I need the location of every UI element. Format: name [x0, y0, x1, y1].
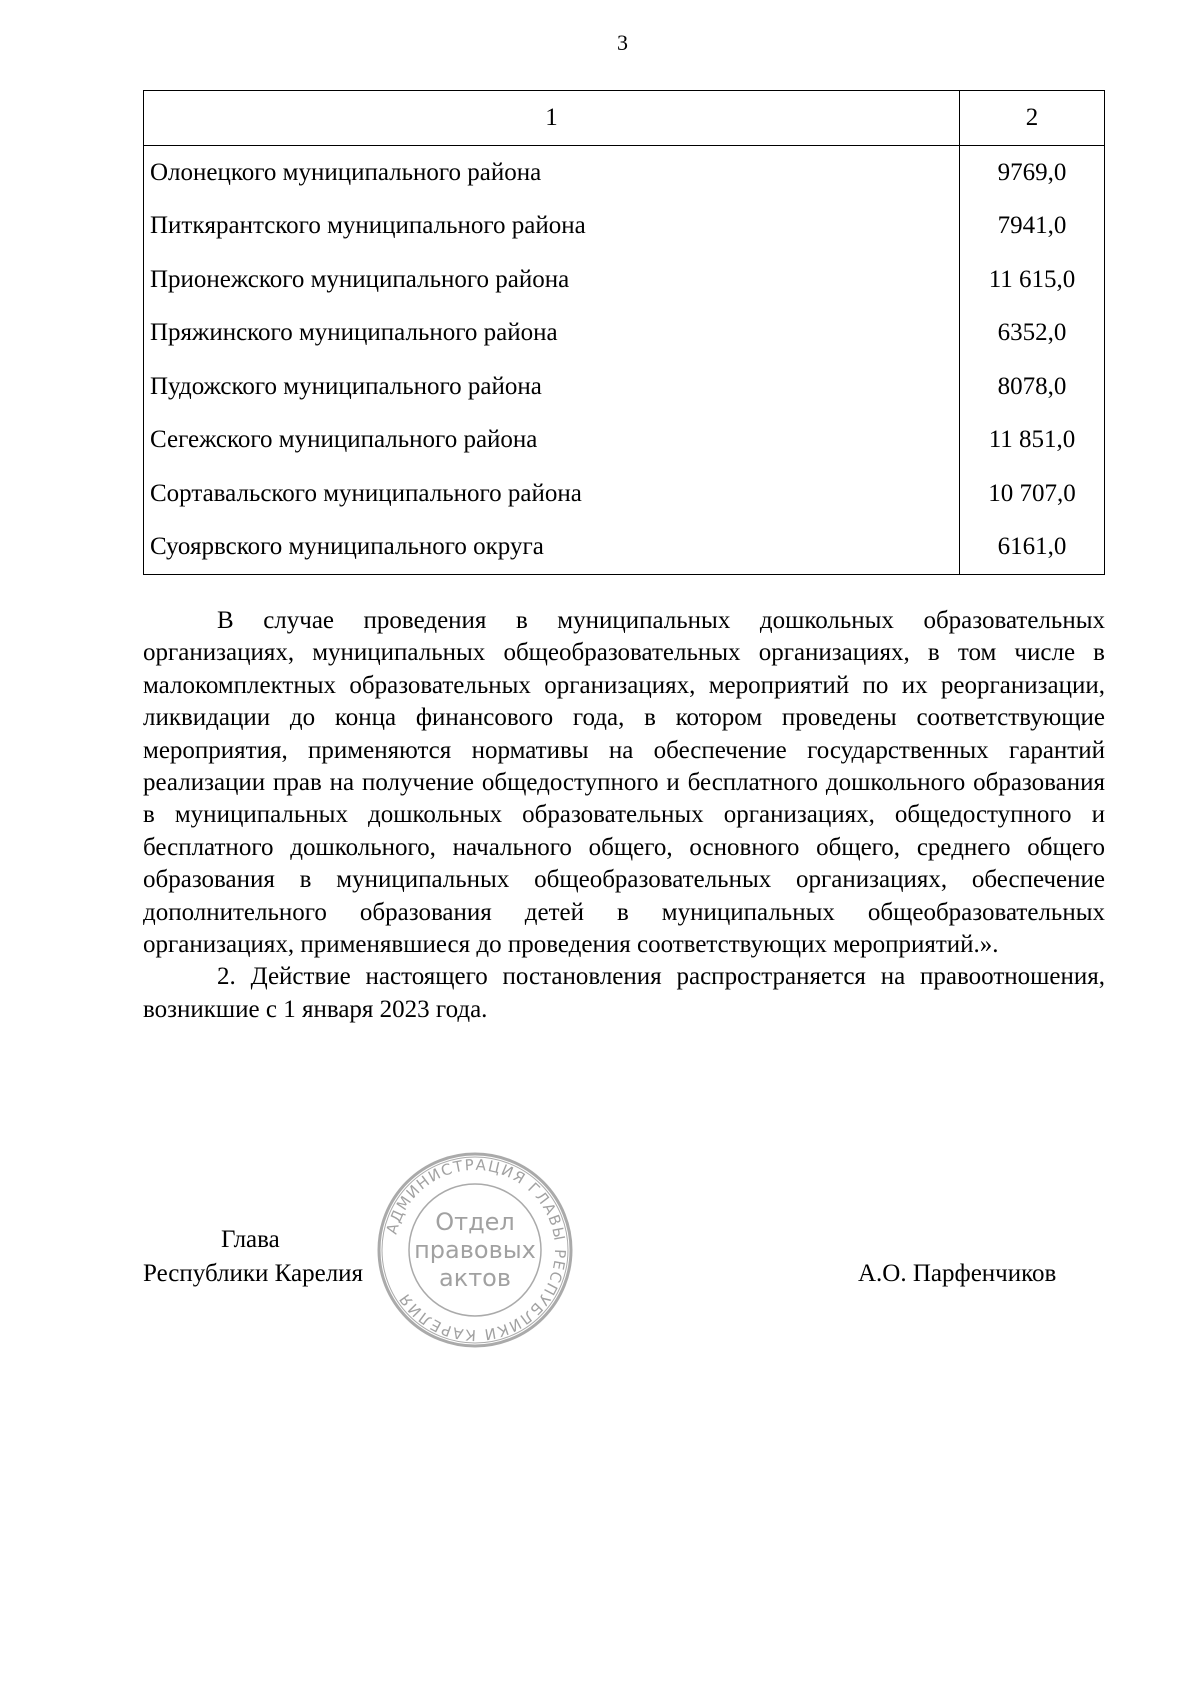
table-row — [144, 146, 1105, 200]
column-header-1: 1 — [144, 91, 960, 146]
table-row — [144, 414, 1105, 468]
paragraph-effective-date: 2. Действие настоящего постановления распространяется на правоотношения, возникшие с 1 января 2023 года. — [143, 963, 1105, 1023]
district-value: 7941,0 — [960, 200, 1105, 254]
district-value: 6161,0 — [960, 521, 1105, 575]
district-name: Пудожского муниципального района — [144, 360, 960, 414]
stamp-center-line3: актов — [438, 1264, 512, 1292]
table-row — [144, 253, 1105, 307]
district-name: Суоярвского муниципального округа — [144, 521, 960, 575]
official-stamp — [375, 1150, 575, 1350]
district-value: 10 707,0 — [960, 467, 1105, 521]
district-value: 8078,0 — [960, 360, 1105, 414]
district-name: Олонецкого муниципального района — [144, 146, 960, 200]
district-value: 9769,0 — [960, 146, 1105, 200]
table-row — [144, 521, 1105, 575]
table-row — [144, 200, 1105, 254]
district-name: Сортавальского муниципального района — [144, 467, 960, 521]
district-value: 6352,0 — [960, 307, 1105, 361]
paragraph-normatives: В случае проведения в муниципальных дошкольных образовательных организациях, муниципальных общеобразовательных организациях, в том числе в малокомплектных образовательных организациях, мероприятий по их реорганизации, ликвидации до конца финансового года, в котором проведены соответствующие мероприятия, применяются нормативы на обеспечение государственных гарантий реализации прав на получение общедоступного и бесплатного дошкольного образования в муниципальных дошкольных образовательных организациях, общедоступного и бесплатного дошкольного, начального общего, основного общего, среднего общего образования в муниципальных общеобразовательных организациях, обеспечение дополнительного образования детей в муниципальных общеобразовательных организациях, применявшиеся до проведения соответствующих мероприятий.». — [143, 607, 1105, 959]
table-header-row — [144, 91, 1105, 146]
column-header-2: 2 — [960, 91, 1105, 146]
table-row — [144, 360, 1105, 414]
district-value: 11 851,0 — [960, 414, 1105, 468]
signatory-title: Глава — [221, 1226, 280, 1253]
districts-table — [143, 90, 1105, 575]
stamp-ring-text: АДМИНИСТРАЦИЯ ГЛАВЫ РЕСПУБЛИКИ КАРЕЛИЯ — [382, 1155, 570, 1345]
body-text — [143, 605, 1105, 1026]
page-number: 3 — [617, 30, 628, 55]
table-row — [144, 307, 1105, 361]
district-name: Прионежского муниципального района — [144, 253, 960, 307]
table-row — [144, 467, 1105, 521]
district-name: Пряжинского муниципального района — [144, 307, 960, 361]
stamp-center-line1: Отдел — [435, 1208, 515, 1236]
district-value: 11 615,0 — [960, 253, 1105, 307]
signatory-name: А.О. Парфенчиков — [858, 1260, 1057, 1287]
stamp-center-line2: правовых — [414, 1236, 536, 1264]
district-name: Питкярантского муниципального района — [144, 200, 960, 254]
district-name: Сегежского муниципального района — [144, 414, 960, 468]
signatory-organization: Республики Карелия — [143, 1260, 364, 1287]
